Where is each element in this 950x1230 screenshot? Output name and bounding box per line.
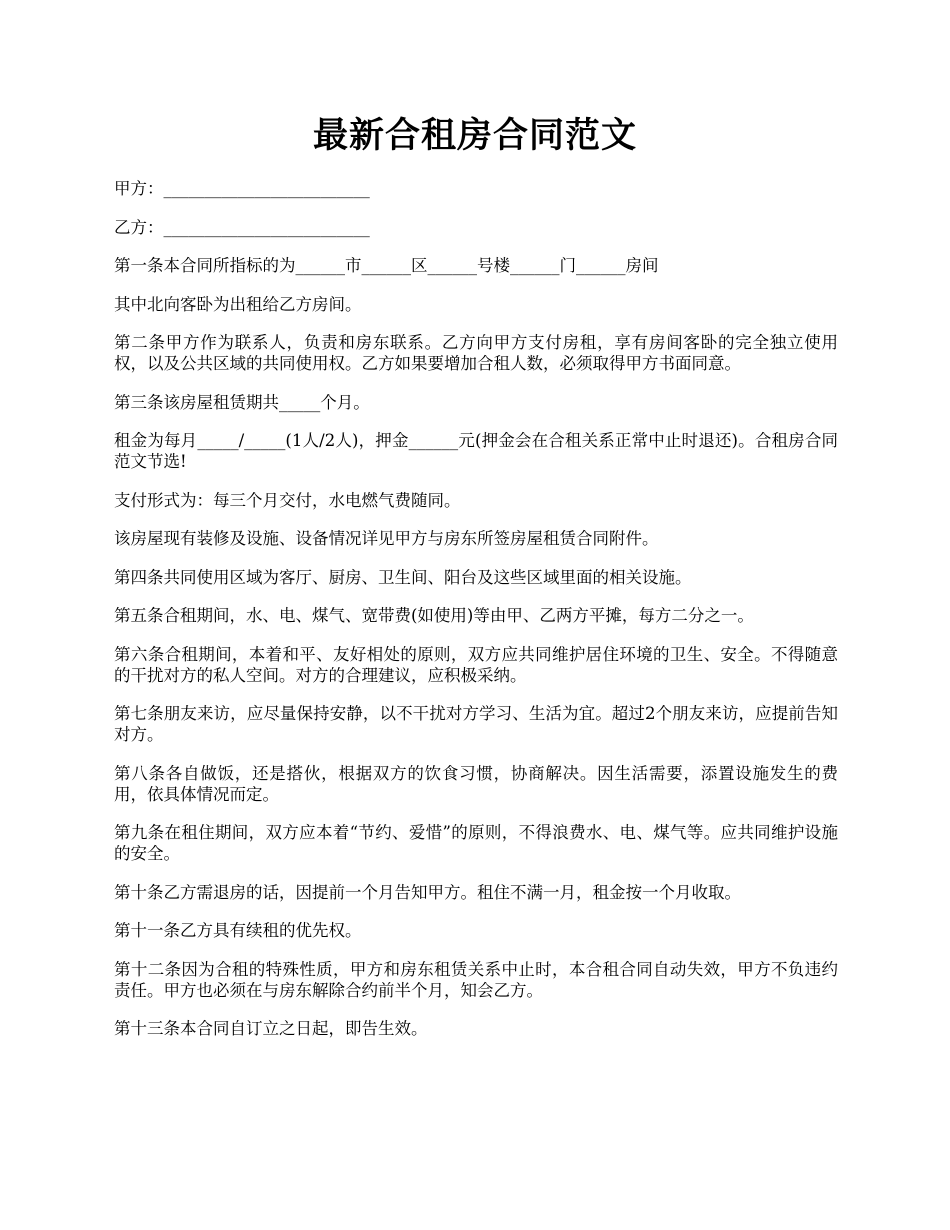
party-b-line: 乙方：_________________________ (114, 217, 370, 237)
article-2: 第二条甲方作为联系人，负责和房东联系。乙方向甲方支付房租，享有房间客卧的完全独立使用权，以及公共区域的共同使用权。乙方如果要增加合租人数，必须取得甲方书面同意。 (114, 333, 838, 373)
article-1: 第一条本合同所指标的为______市______区______号楼______门______房间 (114, 256, 659, 275)
article-3: 第三条该房屋租赁期共_____个月。 (114, 392, 370, 412)
article-11: 第十一条乙方具有续租的优先权。 (114, 921, 362, 940)
document-body (114, 178, 838, 1057)
article-1-room-note: 其中北向客卧为出租给乙方房间。 (114, 294, 362, 314)
document-title: 最新合租房合同范文 (312, 115, 637, 156)
party-a-line: 甲方：_________________________ (114, 179, 370, 198)
article-9: 第九条在租住期间，双方应本着“节约、爱惜”的原则，不得浪费水、电、煤气等。应共同维护设施的安全。 (114, 823, 838, 863)
facilities-clause: 该房屋现有装修及设施、设备情况详见甲方与房东所签房屋租赁合同附件。 (114, 529, 659, 548)
article-4: 第四条共同使用区域为客厅、厨房、卫生间、阳台及这些区域里面的相关设施。 (114, 567, 692, 587)
rent-deposit-clause: 租金为每月_____/_____(1人/2人)，押金______元(押金会在合租关系正常中止时退还)。合租房合同范文节选! (114, 431, 838, 471)
article-8: 第八条各自做饭，还是搭伙，根据双方的饮食习惯，协商解决。因生活需要，添置设施发生的费用，依具体情况而定。 (114, 763, 838, 804)
article-10: 第十条乙方需退房的话，因提前一个月告知甲方。租住不满一月，租金按一个月收取。 (114, 882, 741, 902)
article-7: 第七条朋友来访，应尽量保持安静，以不干扰对方学习、生活为宜。超过2个朋友来访，应提前告知对方。 (114, 704, 838, 744)
article-13: 第十三条本合同自订立之日起，即告生效。 (114, 1019, 428, 1038)
payment-method-clause: 支付形式为：每三个月交付，水电燃气费随同。 (114, 490, 461, 510)
article-12: 第十二条因为合租的特殊性质，甲方和房东租赁关系中止时，本合租合同自动失效，甲方不负违约责任。甲方也必须在与房东解除合约前半个月，知会乙方。 (114, 959, 838, 1000)
article-5: 第五条合租期间，水、电、煤气、宽带费(如使用)等由甲、乙两方平摊，每方二分之一。 (114, 606, 754, 625)
article-6: 第六条合租期间，本着和平、友好相处的原则，双方应共同维护居住环境的卫生、安全。不得随意的干扰对方的私人空间。对方的合理建议，应积极采纳。 (114, 644, 838, 685)
